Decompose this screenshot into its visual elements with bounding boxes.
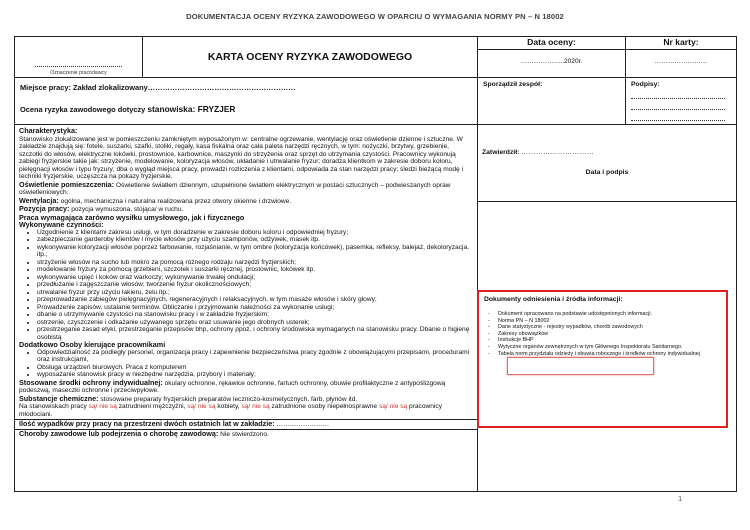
activities-list xyxy=(19,229,473,342)
employ-option: są/ nie są xyxy=(241,403,270,410)
activity-item: • Uzgodnienie z klientami zakresu usługi, w tym doradzenie w zakresie doboru koloru i odpowiedniej fryzury; xyxy=(37,229,473,237)
approved-dots: ………………………… xyxy=(521,149,595,156)
chem-title: Substancje chemiczne: xyxy=(19,393,99,403)
work-effort: Praca wymagająca zarówno wysiłku umysłowego, jak i fizycznego xyxy=(19,212,245,222)
additional-item: • wyposażanie stanowisk pracy w niezbędne narzędzia, przybory i materiały; xyxy=(37,371,473,379)
signature-line-1 xyxy=(631,92,725,99)
employ-text: zatrudnieni mężczyźni, xyxy=(118,403,186,410)
signatures-label: Podpisy: xyxy=(631,81,660,88)
workplace-cell xyxy=(15,78,478,125)
activity-item: • dbanie o utrzymywanie czystości na stanowisku pracy i w zakładzie fryzjerskim; xyxy=(37,311,473,319)
signature-line-3 xyxy=(631,114,725,121)
date-value: ………………..2020r. xyxy=(520,57,583,65)
additional-item: • Obsługa urządzeń biurowych. Praca z komputerem xyxy=(37,364,473,372)
characteristics-text: Stanowisko zlokalizowane jest w pomieszczeniu zamkniętym wyposażonym w: centralne ogrzewanie, wentylację oraz oświetlenie dzienne i sztuczne. W zakładzie znajdują się: fotele, suszarki, szafki, stoliki, regały, kasa fiskalna oraz cała paleta narzędzi ręcznych, w tym: nożyczki, brzytwy, grzebienie, szczotki do włosów, elektryczne lokówki, prostownice, karbownice, maszynki do strzyżenia oraz sprzęt do utrzymania czystości. Pracownicy wykonują zabiegi fryzjerskie takie jak: strzyżenie, modelowanie, koloryzacja włosów, układanie i utrwalanie fryzur; doradza klientkom w zakresie doboru koloru, pielęgnacji włosów i typu fryzury; dba o wygląd miejsca pracy, prowadzi rozliczenia z klientami, odpowiada za stan narzędzi pracy; śledzi bieżącą modę i techniki fryzjerskie, uczęszcza na pokazy fryzjerskie. xyxy=(19,135,464,180)
reference-item: - Zakresy obowiązków xyxy=(484,331,721,338)
chem-text: stosowane preparaty fryzjerskich preparatów leczniczo-kosmetycznych, farb, płynów itd. xyxy=(100,395,358,403)
stanowisko-line xyxy=(20,104,472,114)
page-number: 1 xyxy=(678,494,683,503)
employer-dots xyxy=(35,66,122,67)
reference-item: - Wytyczne organów zewnętrznych w tym Głównego Inspektoratu Sanitarnego. xyxy=(484,344,721,351)
reference-item: - Tabela norm przydziału odzieży i obuwia roboczego i środków ochrony indywidualnej xyxy=(484,351,721,358)
employer-label: Oznaczenie pracodawcy xyxy=(50,70,107,76)
ventilation-title: Wentylacja: xyxy=(19,195,59,205)
employ-option: są/ nie są xyxy=(88,403,117,410)
team-cell xyxy=(478,78,626,125)
date-label: Data oceny: xyxy=(478,37,626,50)
reference-item: - Dokument opracowano na podstawie udostępnionych informacji. xyxy=(484,311,721,318)
activity-item: • przedłużanie i zagęszczanie włosów; tworzenie fryzur okolicznościowych; xyxy=(37,281,473,289)
diseases-text: Nie stwierdzono. xyxy=(220,430,269,438)
employ-text: Na stanowiskach pracy xyxy=(19,403,87,410)
approved-line xyxy=(482,149,594,156)
diseases-title: Choroby zawodowe lub podejrzenia o chorobę zawodową: xyxy=(19,428,219,438)
references-title: Dokumenty odniesienia i źródła informacji: xyxy=(484,296,623,303)
employ-option: są/ nie są xyxy=(187,403,216,410)
activity-item: • strzyżenie włosów na sucho lub mokro za pomocą różnego rodzaju narzędzi fryzjerskich; xyxy=(37,259,473,267)
additional-item: • Odpowiedzialność za podległy personel, organizacja pracy i zapewnienie bezpieczeństwa pracy zgodnie z obowiązującymi przepisami, procedurami oraz instrukcjami, xyxy=(37,349,473,364)
activity-item: • modelowanie fryzury za pomocą grzebieni, szczotek i suszarki ręcznej, prostownic, lokówek itp. xyxy=(37,266,473,274)
activity-item: • Prowadzenie zapisów, ustalanie terminów. Obliczanie i przyjmowanie należności za wykonanie usługi; xyxy=(37,304,473,312)
activities-title: Wykonywane czynności: xyxy=(19,220,104,229)
document-top-title: DOKUMENTACJA OCENY RYZYKA ZAWODOWEGO W OPARCIU O WYMAGANIA NORMY PN – N 18002 xyxy=(186,12,564,21)
workplace-label: Miejsce pracy: Zakład zlokalizowany…………………………………………………… xyxy=(20,83,296,92)
references-list xyxy=(484,311,721,357)
divider xyxy=(478,201,736,202)
additional-list xyxy=(19,349,473,379)
reference-item: - Dane statystyczne - rejestry wypadków, chorób zawodowych xyxy=(484,324,721,331)
employment-line xyxy=(19,403,473,418)
approved-label: Zatwierdził: xyxy=(482,149,520,156)
stanowisko-prefix: Ocena ryzyka zawodowego dotyczy xyxy=(20,105,146,114)
card-no-value-cell xyxy=(626,49,737,77)
ppe-text: okulary ochronne, rękawice ochronne, fartuch ochronny, obuwie profilaktyczne z antypoślizgową podeszwą, maseczki ochronne i przeciwpyłowe. xyxy=(19,379,446,394)
employer-stamp-cell xyxy=(15,37,143,78)
team-label: Sporządził zespół: xyxy=(483,81,543,88)
accidents-value: …………………… xyxy=(276,421,330,428)
card-no-label: Nr karty: xyxy=(626,37,737,50)
employ-option: są/ nie są xyxy=(378,403,408,410)
reference-item: - Norma PN – N 18002 xyxy=(484,318,721,325)
activity-item: • wykonywanie upięć i koków oraz warkoczy; wykonywanie trwałej ondulacji; xyxy=(37,274,473,282)
description-cell xyxy=(15,125,478,492)
additional-title: Dodatkowo Osoby kierujące pracownikami xyxy=(19,340,166,349)
activity-item: • przeprowadzanie zabiegów pielęgnacyjnych, regeneracyjnych i relaksacyjnych, w tym masaże włosów i skóry głowy; xyxy=(37,296,473,304)
signatures-cell xyxy=(626,78,737,125)
date-sign-label: Data i podpis xyxy=(585,169,629,176)
position-title: Pozycja pracy: xyxy=(19,204,70,213)
card-title: KARTA OCENY RYZYKA ZAWODOWEGO xyxy=(143,37,478,78)
signature-line-2 xyxy=(631,103,725,110)
date-value-cell xyxy=(478,49,626,77)
activity-item: • przestrzeganie zasad etyki, przestrzeganie przepisów bhp, ochrony ppoż. i ochrony środowiska wymaganych na stanowisku pracy. Dbanie o higienę osobistą xyxy=(37,326,473,341)
activity-item: • wykonywanie koloryzacji włosów poprzez farbowanie, rozjaśnianie, w tym ombre (koloryzacja końcówek), pasemka, refleksy, balejaż, dekoloryzacja, itp.; xyxy=(37,244,473,259)
characteristics-title: Charakterystyka: xyxy=(19,126,78,135)
activity-item: • utrwalanie fryzur przy użyciu lakieru, żelu itp.; xyxy=(37,289,473,297)
activity-item: • zabezpieczanie garderoby klientów i mycie włosów przy użyciu szamponów, odżywek, masek itp. xyxy=(37,236,473,244)
employ-text: pracownicy młodociani. xyxy=(19,403,442,418)
employ-text: zatrudnione osoby niepełnosprawne xyxy=(271,403,378,410)
position-text: pozycja wymuszona, stojąca/ w ruchu. xyxy=(71,206,184,213)
stanowisko-value: stanowiska: FRYZJER xyxy=(147,104,236,114)
card-no-value: …………………… xyxy=(654,57,708,65)
ppe-title: Stosowane środki ochrony indywidualnej: xyxy=(19,377,163,387)
ventilation-text: ogólna, mechaniczna i naturalna realizowana przez otwory okienne i drzwiowe. xyxy=(60,197,292,205)
reference-item: - Instrukcje BHP xyxy=(484,337,721,344)
lighting-title: Oświetlenie pomieszczenia: xyxy=(19,179,115,189)
activity-item: • ostrzenie, czyszczenie i odkażanie używanego sprzętu oraz usuwanie jego drobnych usterek; xyxy=(37,319,473,327)
employ-text: kobiety, xyxy=(217,403,240,410)
accidents-label: Ilość wypadków przy pracy na przestrzeni dwóch ostatnich lat w zakładzie: xyxy=(19,419,275,428)
lighting-text: Oświetlenie światłem dziennym, uzupełnione światłem elektrycznym w postaci sztucznych – podwieszanych opraw oświetleniowych. xyxy=(19,181,451,196)
highlight-frame xyxy=(507,357,654,375)
